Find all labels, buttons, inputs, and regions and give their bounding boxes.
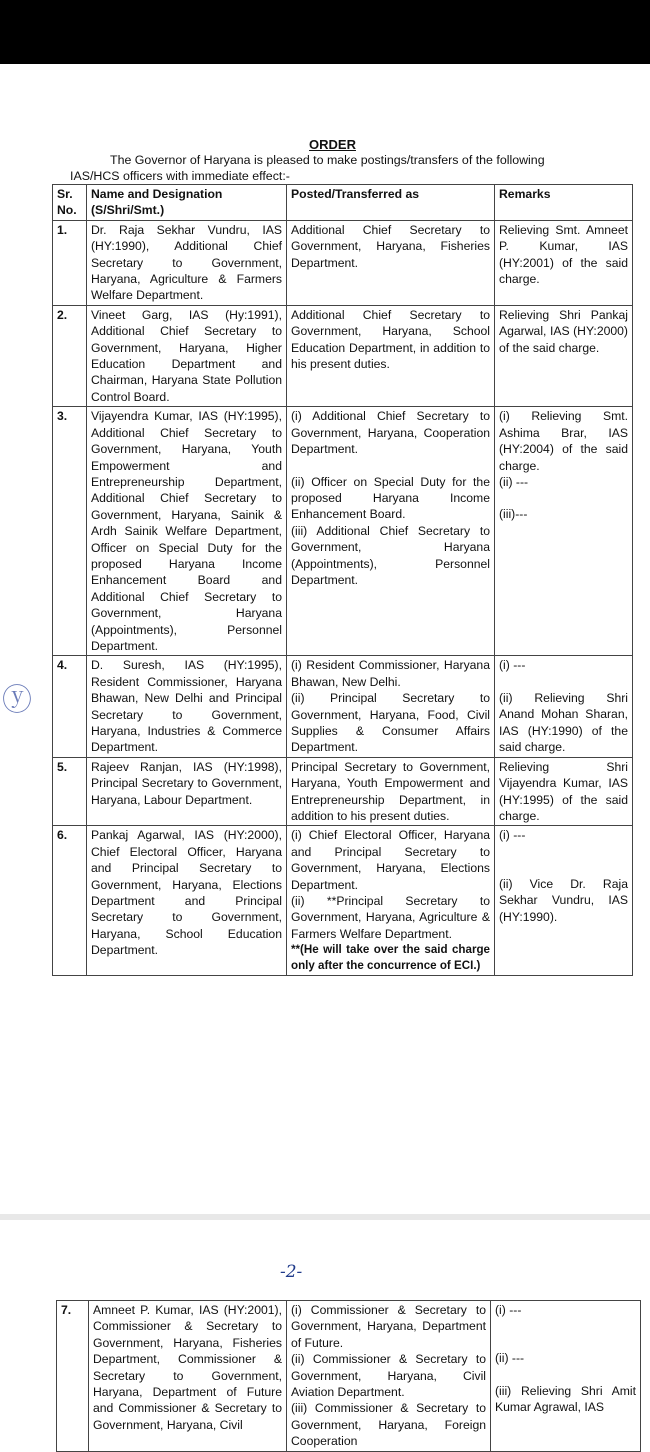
row-remarks	[495, 826, 633, 976]
remark-entry: (i) Relieving Smt. Ashima Brar, IAS (HY:2004) of the said charge.	[499, 409, 628, 473]
header-posted: Posted/Transferred as	[287, 185, 495, 221]
table-row	[53, 656, 633, 757]
table-row	[53, 305, 633, 406]
document-page-2	[0, 1220, 650, 1452]
orders-table-continued	[56, 1300, 641, 1452]
remark-entry: Relieving Shri Pankaj Agarwal, IAS (HY:2000) of the said charge.	[499, 307, 628, 355]
remark-entry: Relieving Smt. Amneet P. Kumar, IAS (HY:2001) of the said charge.	[499, 222, 628, 287]
row-name: Dr. Raja Sekhar Vundru, IAS (HY:1990), Additional Chief Secretary to Government, Haryana, Agriculture & Farmers Welfare Department.	[87, 220, 287, 305]
intro-line-1: The Governor of Haryana is pleased to make postings/transfers of the following	[110, 153, 545, 167]
posted-entry: (ii) **Principal Secretary to Government, Haryana, Agriculture & Farmers Welfare Department.	[291, 894, 490, 941]
table-row	[53, 407, 633, 656]
remark-entry: (iii) Relieving Shri Amit Kumar Agrawal, IAS	[495, 1383, 636, 1415]
row-remarks	[491, 1301, 641, 1452]
orders-table	[52, 184, 633, 976]
posted-entry: (ii) Officer on Special Duty for the proposed Haryana Income Enhancement Board.	[291, 474, 490, 522]
row-posted	[287, 305, 495, 406]
row-sr: 1.	[53, 220, 87, 305]
header-remarks: Remarks	[495, 185, 633, 221]
row-remarks	[495, 757, 633, 826]
posted-entry: (i) Additional Chief Secretary to Government, Haryana, Cooperation Department.	[291, 409, 490, 457]
row-posted	[287, 220, 495, 305]
order-title: ORDER	[309, 137, 356, 152]
row-name: Amneet P. Kumar, IAS (HY:2001), Commissioner & Secretary to Government, Haryana, Fisheries Department, Commissioner & Secretary to Government, Haryana, Department of Future and Commissioner & Secretary to Government, Haryana, Civil	[89, 1301, 287, 1452]
row-sr: 3.	[53, 407, 87, 656]
table-header-row	[53, 185, 633, 221]
row-name: D. Suresh, IAS (HY:1995), Resident Commissioner, Haryana Bhawan, New Delhi and Principal Secretary to Government, Haryana, Industries & Commerce Department.	[87, 656, 287, 757]
remark-entry: Relieving Shri Vijayendra Kumar, IAS (HY:1995) of the said charge.	[499, 759, 628, 824]
remark-entry: (i) ---	[499, 828, 526, 843]
posted-entry: Additional Chief Secretary to Government, Haryana, Fisheries Department.	[291, 222, 490, 270]
row-sr: 6.	[53, 826, 87, 976]
row-sr: 5.	[53, 757, 87, 826]
row-posted	[287, 656, 495, 757]
remark-entry: (iii)---	[499, 507, 528, 522]
row-posted	[287, 757, 495, 826]
remark-entry: (ii) Relieving Shri Anand Mohan Sharan, IAS (HY:1990) of the said charge.	[499, 690, 628, 754]
remark-entry: (ii) ---	[495, 1351, 525, 1366]
row-remarks	[495, 305, 633, 406]
table-row	[53, 826, 633, 976]
table-row	[57, 1301, 641, 1452]
remark-entry: (i) ---	[499, 658, 526, 673]
remark-entry: (i) ---	[495, 1303, 522, 1317]
posted-entry: (ii) Commissioner & Secretary to Government, Haryana, Civil Aviation Department.	[291, 1352, 486, 1400]
posted-entry: (iii) Commissioner & Secretary to Government, Haryana, Foreign Cooperation	[291, 1401, 486, 1449]
row-sr: 2.	[53, 305, 87, 406]
row-name: Pankaj Agarwal, IAS (HY:2000), Chief Electoral Officer, Haryana and Principal Secretary to Government, Haryana, Elections Department and Principal Secretary to Government, Haryana, School Education Department.	[87, 826, 287, 976]
remark-entry: (ii) Vice Dr. Raja Sekhar Vundru, IAS (HY:1990).	[499, 876, 628, 924]
header-name: Name and Designation (S/Shri/Smt.)	[87, 185, 287, 221]
posted-entry: Additional Chief Secretary to Government, Haryana, School Education Department, in addition to his present duties.	[291, 307, 490, 372]
row-remarks	[495, 656, 633, 757]
row-posted	[287, 1301, 491, 1452]
row-remarks	[495, 407, 633, 656]
posted-entry: Principal Secretary to Government, Haryana, Youth Empowerment and Entrepreneurship Department, in addition to his present duties.	[291, 759, 490, 824]
row-sr: 4.	[53, 656, 87, 757]
row-posted	[287, 407, 495, 656]
row-remarks	[495, 220, 633, 305]
remark-entry: (ii) ---	[499, 474, 529, 489]
posted-entry: (iii) Additional Chief Secretary to Government, Haryana (Appointments), Personnel Department.	[291, 523, 490, 587]
document-page-1	[0, 64, 650, 1214]
row-name: Vineet Garg, IAS (Hy:1991), Additional Chief Secretary to Government, Haryana, Higher Education Department and Chairman, Haryana State Pollution Control Board.	[87, 305, 287, 406]
table-row	[53, 757, 633, 826]
row-sr: 7.	[57, 1301, 89, 1452]
top-black-bar	[0, 0, 650, 64]
handwritten-margin-mark: ⓨ	[2, 683, 32, 718]
row-name: Vijayendra Kumar, IAS (HY:1995), Additional Chief Secretary to Government, Haryana, Youth Empowerment and Entrepreneurship Department, Additional Chief Secretary to Government, Haryana, Sainik & Ardh Sainik Welfare Department, Officer on Special Duty for the proposed Haryana Income Enhancement Board and Additional Chief Secretary to Government, Haryana (Appointments), Personnel Department.	[87, 407, 287, 656]
table-row	[53, 220, 633, 305]
row-name: Rajeev Ranjan, IAS (HY:1998), Principal Secretary to Government, Haryana, Labour Department.	[87, 757, 287, 826]
intro-line-2: IAS/HCS officers with immediate effect:-	[70, 169, 290, 183]
posted-entry: (i) Resident Commissioner, Haryana Bhawan, New Delhi.	[291, 658, 490, 689]
posted-note: **(He will take over the said charge only after the concurrence of ECI.)	[291, 943, 490, 973]
page-number: -2-	[280, 1262, 303, 1282]
posted-entry: (ii) Principal Secretary to Government, Haryana, Food, Civil Supplies & Consumer Affairs Department.	[291, 691, 490, 755]
posted-entry: (i) Commissioner & Secretary to Government, Haryana, Department of Future.	[291, 1303, 486, 1350]
row-posted	[287, 826, 495, 976]
header-sr: Sr. No.	[53, 185, 87, 221]
posted-entry: (i) Chief Electoral Officer, Haryana and Principal Secretary to Government, Haryana, Elections Department.	[291, 828, 490, 892]
